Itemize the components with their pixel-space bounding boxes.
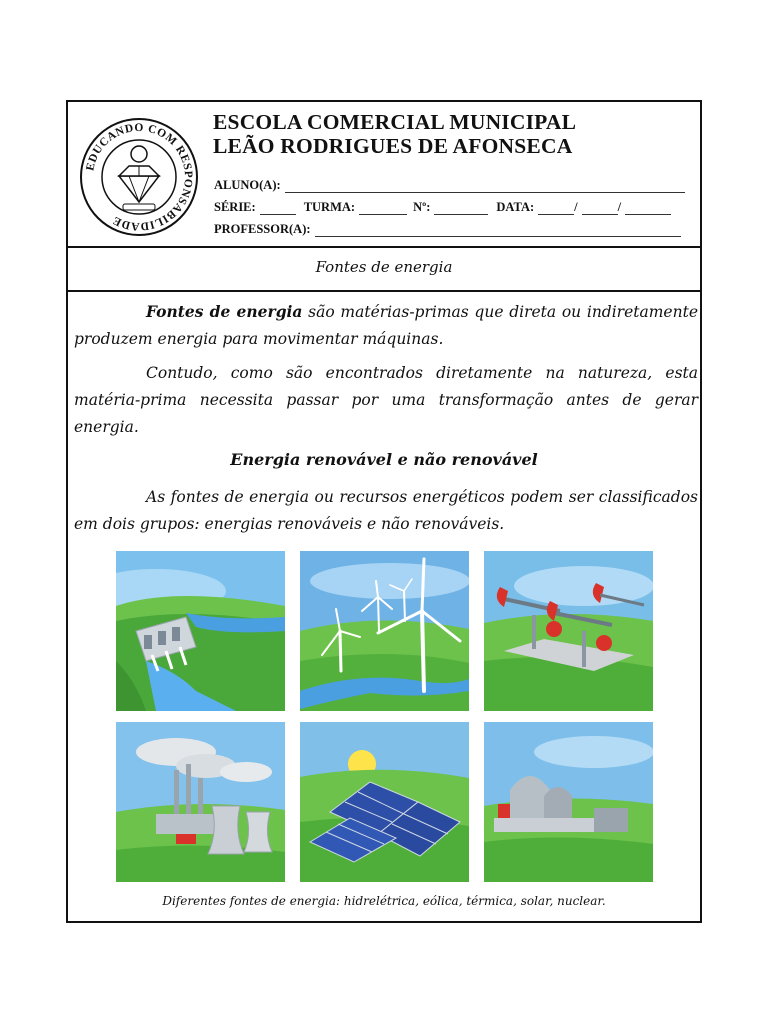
wind-turbines-image bbox=[300, 551, 469, 711]
numero-label: Nº: bbox=[413, 200, 431, 214]
keyword-fontes-de-energia: Fontes de energia bbox=[146, 302, 303, 321]
turma-field[interactable] bbox=[359, 203, 407, 215]
title-box bbox=[68, 248, 700, 292]
page-title: Fontes de energia bbox=[315, 258, 453, 276]
data-month-field[interactable] bbox=[582, 203, 618, 215]
solar-panels-image bbox=[300, 722, 469, 882]
aluno-field[interactable] bbox=[285, 181, 685, 193]
aluno-row bbox=[214, 178, 685, 193]
professor-field[interactable] bbox=[315, 225, 681, 237]
paragraph-1-text: são matérias-primas que direta ou indiretamente produzem energia para movimentar máquinas. bbox=[74, 303, 698, 348]
serie-label: SÉRIE: bbox=[214, 200, 256, 214]
professor-row bbox=[214, 222, 681, 237]
data-label: DATA: bbox=[496, 200, 535, 214]
paragraph-1 bbox=[74, 298, 698, 353]
worksheet bbox=[66, 100, 702, 923]
data-separator-2: / bbox=[617, 200, 622, 214]
paragraph-2-text: Contudo, como são encontrados diretamente na natureza, esta matéria-prima necessita passar por uma transformação antes de gerar energia. bbox=[74, 364, 698, 436]
image-caption: Diferentes fontes de energia: hidrelétrica, eólica, térmica, solar, nuclear. bbox=[162, 894, 606, 908]
svg-text:EDUCANDO COM RESPONSABILIDADE: EDUCANDO COM RESPONSABILIDADE bbox=[84, 121, 195, 233]
data-year-field[interactable] bbox=[625, 203, 671, 215]
paragraph-2 bbox=[74, 360, 698, 441]
school-name-line2: LEÃO RODRIGUES DE AFONSECA bbox=[213, 134, 573, 158]
data-separator-1: / bbox=[574, 200, 578, 214]
school-name-line1: ESCOLA COMERCIAL MUNICIPAL bbox=[213, 110, 577, 134]
school-header bbox=[68, 102, 700, 248]
serie-row bbox=[214, 200, 671, 215]
school-name bbox=[213, 110, 576, 158]
oil-pumpjacks-image bbox=[484, 551, 653, 711]
aluno-label: ALUNO(A): bbox=[214, 178, 281, 192]
hydroelectric-image bbox=[116, 551, 285, 711]
thermal-plant-image bbox=[116, 722, 285, 882]
nuclear-plant-image bbox=[484, 722, 653, 882]
school-seal-logo bbox=[78, 116, 200, 238]
section-subtitle: Energia renovável e não renovável bbox=[230, 450, 538, 469]
numero-field[interactable] bbox=[434, 203, 488, 215]
turma-label: TURMA: bbox=[303, 200, 356, 214]
paragraph-3-text: As fontes de energia ou recursos energéticos podem ser classificados em dois grupos: energias renováveis e não renováveis. bbox=[74, 488, 698, 533]
data-day-field[interactable] bbox=[538, 203, 574, 215]
paragraph-3 bbox=[74, 484, 698, 538]
professor-label: PROFESSOR(A): bbox=[214, 222, 311, 236]
serie-field[interactable] bbox=[260, 203, 296, 215]
